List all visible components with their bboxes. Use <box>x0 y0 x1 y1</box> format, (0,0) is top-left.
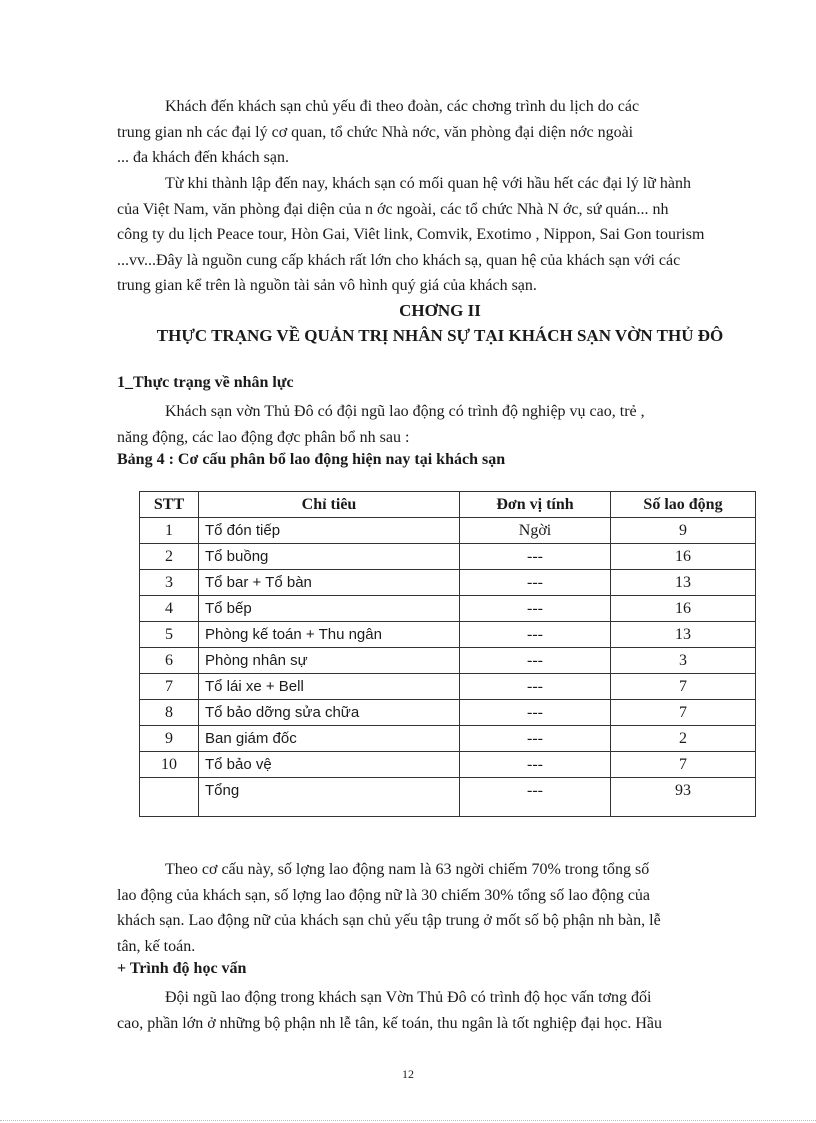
paragraph-intro-guests: Khách đến khách sạn chủ yếu đi theo đoàn, các chơng trình du lịch do các trung gian nh các đại lý cơ quan, tổ chức Nhà nớc, văn phòng đại diện nớc ngoài ... đa khách đến khách sạn. <box>117 98 640 167</box>
table-row: 9 Ban giám đốc --- 2 <box>140 726 756 752</box>
header-criteria: Chỉ tiêu <box>199 492 460 518</box>
table-row: 1 Tổ đón tiếp Ngời 9 <box>140 518 756 544</box>
paragraph-gender-structure: Theo cơ cấu này, số lợng lao động nam là 63 ngời chiếm 70% trong tổng số lao động của khách sạn, số lợng lao động nữ là 30 chiếm 30% tổng số lao động của khách sạn. Lao động nữ của khách sạn chủ yếu tập trung ở mốt số bộ phận nh bàn, lễ tân, kế toán. <box>117 861 661 955</box>
table-row: 2 Tổ buồng --- 16 <box>140 544 756 570</box>
table-header-row <box>140 492 756 518</box>
table-row: 7 Tổ lái xe + Bell --- 7 <box>140 674 756 700</box>
table-row: 6 Phòng nhân sự --- 3 <box>140 648 756 674</box>
table-row: 3 Tổ bar + Tổ bàn --- 13 <box>140 570 756 596</box>
paragraph-staff-intro: Khách sạn vờn Thủ Đô có đội ngũ lao động có trình độ nghiệp vụ cao, trẻ , năng động, các lao động đợc phân bổ nh sau : <box>117 403 645 446</box>
header-count: Số lao động <box>611 492 756 518</box>
paragraph-partners: Từ khi thành lập đến nay, khách sạn có mối quan hệ với hầu hết các đại lý lữ hành của Việt Nam, văn phòng đại diện của n ớc ngoài, các tổ chức Nhà N ớc, sứ quán... nh công ty du lịch Peace tour, Hòn Gai, Viêt link, Comvik, Exotimo , Nippon, Sai Gon tourism ...vv...Đây là nguồn cung cấp khách rất lớn cho khách sạ, quan hệ của khách sạn với các trung gian kể trên là nguồn tài sản vô hình quý giá của khách sạn. <box>117 175 705 295</box>
chapter-title: THỰC TRẠNG VỀ QUẢN TRỊ NHÂN SỰ TẠI KHÁCH SẠN VỜN THỦ ĐÔ <box>156 326 724 345</box>
table-caption: Bảng 4 : Cơ cấu phân bổ lao động hiện nay tại khách sạn <box>117 451 506 468</box>
paragraph-education: Đội ngũ lao động trong khách sạn Vờn Thủ Đô có trình độ học vấn tơng đối cao, phần lớn ở những bộ phận nh lễ tân, kế toán, thu ngân là tốt nghiệp đại học. Hầu <box>117 989 663 1032</box>
table-row: 10 Tổ bảo vệ --- 7 <box>140 752 756 778</box>
table-row: 5 Phòng kế toán + Thu ngân --- 13 <box>140 622 756 648</box>
staff-table <box>139 491 756 817</box>
table-row: 4 Tổ bếp --- 16 <box>140 596 756 622</box>
table-row: 8 Tổ bảo dỡng sửa chữa --- 7 <box>140 700 756 726</box>
subsection-heading: + Trình độ học vấn <box>117 960 247 977</box>
page-number: 12 <box>402 1067 414 1081</box>
section-heading: 1_Thực trạng về nhân lực <box>117 374 294 391</box>
header-unit: Đơn vị tính <box>460 492 611 518</box>
header-stt: STT <box>140 492 199 518</box>
table-total-row: Tổng --- 93 <box>140 778 756 817</box>
page-bottom-divider <box>0 1120 816 1121</box>
chapter-label: CHƠNG II <box>399 301 481 320</box>
